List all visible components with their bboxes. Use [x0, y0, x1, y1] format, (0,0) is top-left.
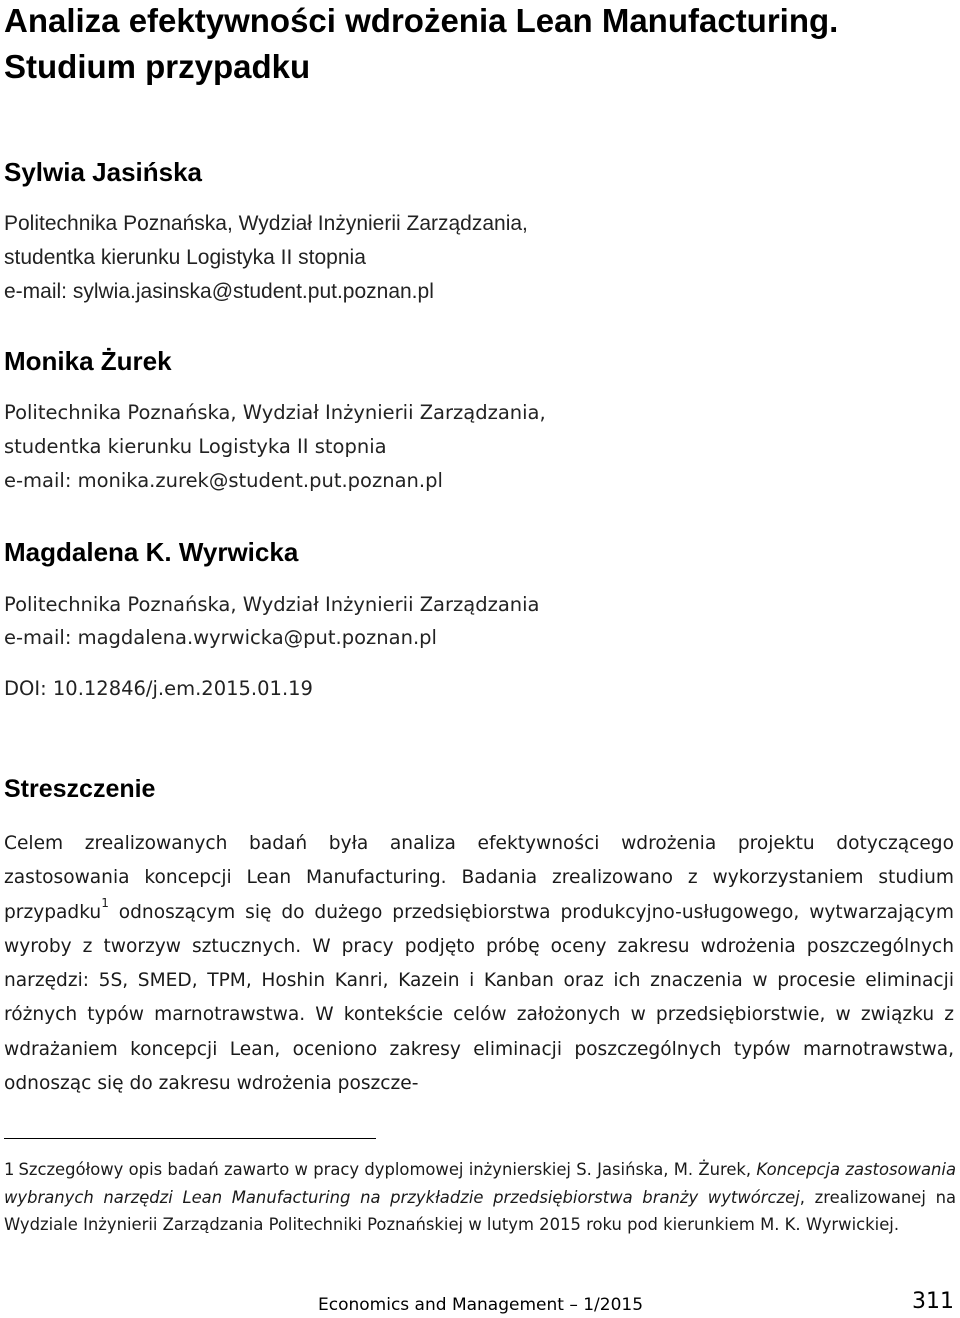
- footer-journal: Economics and Management – 1/2015: [318, 1295, 644, 1315]
- footnote-text: Szczegółowy opis badań zawarto w pracy dyplomowej inżynierskiej S. Jasińska, M. Żurek,: [18, 1160, 757, 1179]
- footnote-reference[interactable]: 1: [101, 896, 109, 911]
- author-affiliation: Politechnika Poznańska, Wydział Inżynierii Zarządzania,: [4, 401, 546, 424]
- footnote-separator: [4, 1138, 376, 1139]
- abstract-part-2: odnoszącym się do dużego przedsiębiorstwa produkcyjno-usługowego, wytwarzającym wyroby z tworzyw sztucznych. W pracy podjęto próbę oceny zakresu wdrożenia poszczególnych narzędzi: 5S, SMED, TPM, Hoshin Kanri, Kazein i Kanban oraz ich znaczenia w procesie eliminacji różnych typów marnotrawstwa. W kontekście celów założonych w przedsiębiorstwie, w związku z wdrażaniem koncepcji Lean, oceniono zakresy eliminacji poszczególnych typów marnotrawstwa, odnosząc się do zakresu wdrożenia poszcze-: [4, 901, 954, 1095]
- author-program: studentka kierunku Logistyka II stopnia: [4, 246, 366, 269]
- footnote: [4, 1156, 956, 1239]
- author-affiliation: Politechnika Poznańska, Wydział Inżynierii Zarządzania,: [4, 212, 528, 235]
- author-email: e-mail: magdalena.wyrwicka@put.poznan.pl: [4, 626, 437, 649]
- page-number: 311: [912, 1289, 954, 1314]
- paper-title: Analiza efektywności wdrożenia Lean Manufacturing. Studium przypadku: [4, 2, 839, 85]
- author-program: studentka kierunku Logistyka II stopnia: [4, 435, 387, 458]
- author-affiliation: Politechnika Poznańska, Wydział Inżynierii Zarządzania: [4, 593, 540, 616]
- abstract-text: [4, 827, 954, 1101]
- author-email: e-mail: monika.zurek@student.put.poznan.pl: [4, 469, 443, 492]
- author-email: e-mail: sylwia.jasinska@student.put.poznan.pl: [4, 280, 434, 303]
- author-name: Sylwia Jasińska: [4, 157, 203, 187]
- abstract-part-1: Celem zrealizowanych badań była analiza efektywności wdrożenia projektu dotyczącego zastosowania koncepcji Lean Manufacturing. Badania zrealizowano z wykorzystaniem studium przypadku: [4, 833, 954, 923]
- abstract-heading: Streszczenie: [4, 775, 156, 803]
- footnote-mark: 1: [4, 1160, 15, 1179]
- author-name: Monika Żurek: [4, 346, 172, 376]
- doi: DOI: 10.12846/j.em.2015.01.19: [4, 677, 313, 700]
- footnote-text-end: , zrealizowanej na Wydziale Inżynierii Zarządzania Politechniki Poznańskiej w lutym 2015 roku pod kierunkiem M. K. Wyrwickiej.: [4, 1187, 957, 1235]
- author-name: Magdalena K. Wyrwicka: [4, 537, 299, 567]
- footnote-italic-title: Koncepcja zastosowania wybranych narzędzi Lean Manufacturing na przykładzie przedsiębiorstwa branży wytwórczej: [4, 1160, 957, 1207]
